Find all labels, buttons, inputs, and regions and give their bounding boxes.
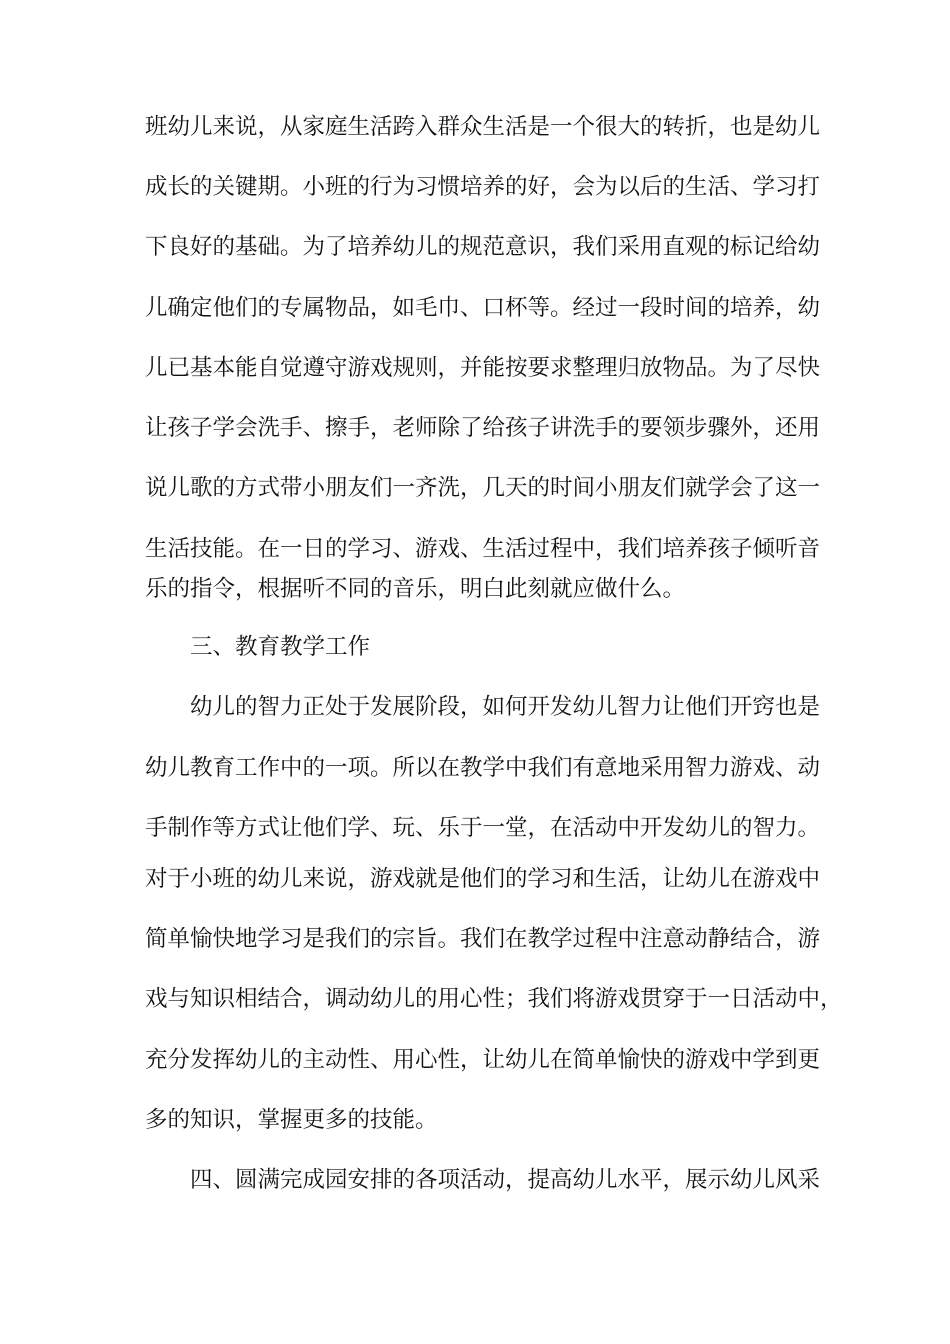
paragraph-line: 生活技能。在一日的学习、游戏、生活过程中，我们培养孩子倾听音 (145, 536, 821, 562)
paragraph-line: 儿已基本能自觉遵守游戏规则，并能按要求整理归放物品。为了尽快 (145, 355, 821, 381)
paragraph-line: 手制作等方式让他们学、玩、乐于一堂，在活动中开发幼儿的智力。 (145, 815, 821, 841)
paragraph-line: 乐的指令，根据听不同的音乐，明白此刻就应做什么。 (145, 576, 686, 602)
paragraph-line: 充分发挥幼儿的主动性、用心性，让幼儿在简单愉快的游戏中学到更 (145, 1047, 821, 1073)
paragraph-line: 戏与知识相结合，调动幼儿的用心性；我们将游戏贯穿于一日活动中， (145, 986, 843, 1012)
paragraph-line: 儿确定他们的专属物品，如毛巾、口杯等。经过一段时间的培养，幼 (145, 295, 821, 321)
paragraph-line: 幼儿教育工作中的一项。所以在教学中我们有意地采用智力游戏、动 (145, 755, 821, 781)
section-heading: 三、教育教学工作 (190, 634, 371, 660)
paragraph-line: 让孩子学会洗手、擦手，老师除了给孩子讲洗手的要领步骤外，还用 (145, 415, 821, 441)
paragraph-line: 幼儿的智力正处于发展阶段，如何开发幼儿智力让他们开窍也是 (190, 694, 821, 720)
section-heading: 四、圆满完成园安排的各项活动，提高幼儿水平，展示幼儿风采 (190, 1167, 821, 1193)
paragraph-line: 简单愉快地学习是我们的宗旨。我们在教学过程中注意动静结合，游 (145, 926, 821, 952)
paragraph-line: 下良好的基础。为了培养幼儿的规范意识，我们采用直观的标记给幼 (145, 234, 821, 260)
paragraph-line: 说儿歌的方式带小朋友们一齐洗，几天的时间小朋友们就学会了这一 (145, 475, 821, 501)
paragraph-line: 成长的关键期。小班的行为习惯培养的好，会为以后的生活、学习打 (145, 174, 821, 200)
paragraph-line: 班幼儿来说，从家庭生活跨入群众生活是一个很大的转折，也是幼儿 (145, 114, 821, 140)
paragraph-line: 多的知识，掌握更多的技能。 (145, 1107, 438, 1133)
paragraph-line: 对于小班的幼儿来说，游戏就是他们的学习和生活，让幼儿在游戏中 (145, 866, 821, 892)
